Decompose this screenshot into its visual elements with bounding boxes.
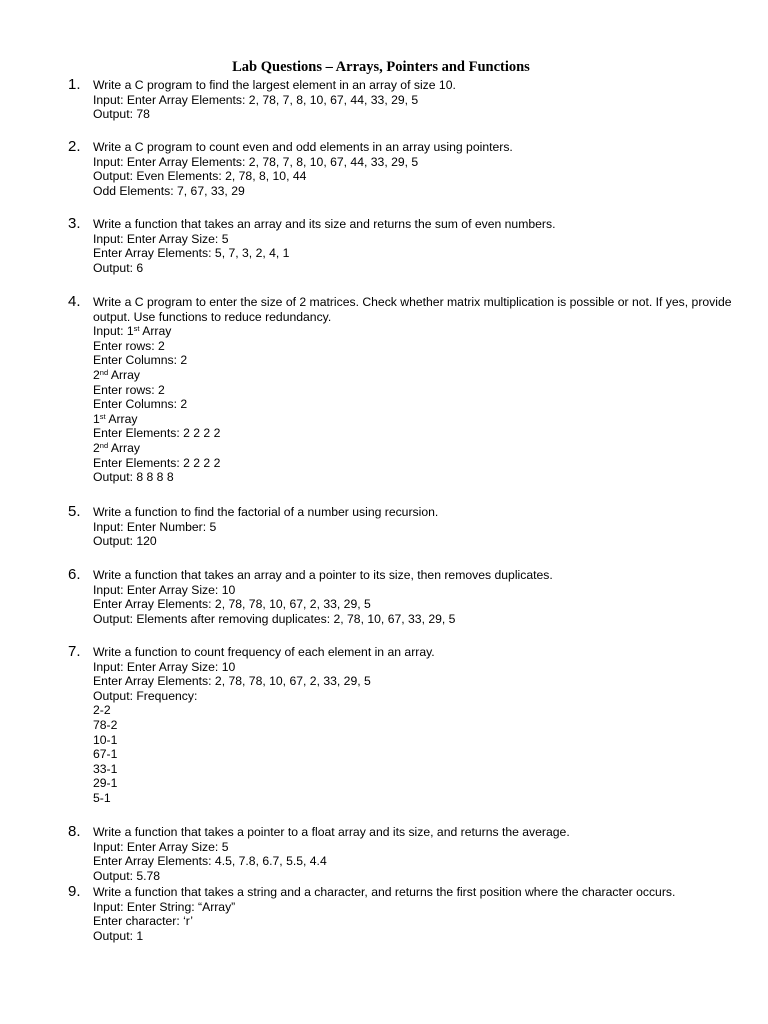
question-statement: Write a function to find the factorial of a number using recursion. [93, 505, 439, 519]
question-statement: Write a C program to count even and odd elements in an array using pointers. [93, 140, 513, 154]
first-array-heading: Input: 1st Array [93, 324, 172, 339]
frequency-line: 67-1 [93, 747, 118, 762]
question-input-line: Enter Array Elements: 4.5, 7.8, 6.7, 5.5, 4.4 [93, 854, 327, 869]
question-input: Input: Enter Array Size: 5 [93, 839, 229, 854]
question-input-line: Enter Array Elements: 2, 78, 78, 10, 67, 2, 33, 29, 5 [93, 597, 371, 612]
frequency-line: 2-2 [93, 703, 111, 718]
question-number: 7. [68, 643, 81, 660]
frequency-line: 10-1 [93, 732, 118, 747]
question-number: 3. [68, 215, 81, 232]
question-output: Output: Elements after removing duplicates: 2, 78, 10, 67, 33, 29, 5 [93, 611, 456, 626]
second-rows-line: Enter rows: 2 [93, 382, 165, 397]
question-statement: Write a C program to find the largest element in an array of size 10. [93, 78, 456, 92]
question-number: 5. [68, 503, 81, 520]
second-array-label: 2nd Array [93, 440, 140, 455]
question-input: Input: Enter Array Size: 10 [93, 582, 236, 597]
question-output: Output: 78 [93, 107, 150, 122]
question-6 [68, 568, 748, 626]
question-5 [68, 505, 748, 549]
question-input: Input: Enter Number: 5 [93, 519, 217, 534]
question-2 [68, 140, 748, 198]
question-output: Output: 6 [93, 260, 144, 275]
question-number: 9. [68, 883, 81, 900]
question-number: 2. [68, 138, 81, 155]
question-output: Output: Frequency: [93, 688, 198, 703]
question-number: 8. [68, 823, 81, 840]
page-title: Lab Questions – Arrays, Pointers and Functions [232, 59, 530, 75]
question-7 [68, 645, 748, 806]
first-columns-line: Enter Columns: 2 [93, 353, 188, 368]
question-input: Input: Enter Array Size: 10 [93, 659, 236, 674]
question-output: Output: 120 [93, 534, 157, 549]
question-output-line: Odd Elements: 7, 67, 33, 29 [93, 183, 245, 198]
question-8 [68, 825, 748, 883]
question-input: Input: Enter Array Size: 5 [93, 231, 229, 246]
question-3 [68, 217, 748, 275]
question-output: Output: Even Elements: 2, 78, 8, 10, 44 [93, 169, 307, 184]
question-input-line: Enter Array Elements: 5, 7, 3, 2, 4, 1 [93, 246, 290, 261]
question-statement: Write a function that takes a string and a character, and returns the first position where the character occurs. [93, 885, 676, 899]
frequency-line: 5-1 [93, 790, 111, 805]
question-1 [68, 78, 748, 122]
second-elements-line: Enter Elements: 2 2 2 2 [93, 455, 221, 470]
question-9 [68, 885, 748, 943]
question-statement: Write a function that takes an array and its size and returns the sum of even numbers. [93, 217, 556, 231]
second-array-heading: 2nd Array [93, 367, 140, 382]
question-input: Input: Enter String: “Array” [93, 899, 236, 914]
question-number: 1. [68, 76, 81, 93]
question-input-line: Enter character: ‘r’ [93, 914, 194, 929]
first-rows-line: Enter rows: 2 [93, 338, 165, 353]
second-columns-line: Enter Columns: 2 [93, 397, 188, 412]
question-statement: Write a C program to enter the size of 2 matrices. Check whether matrix multiplication is possible or not. If yes, provide output. Use functions to reduce redundancy. [93, 295, 732, 324]
question-output: Output: 1 [93, 928, 144, 943]
question-input-line: Enter Array Elements: 2, 78, 78, 10, 67, 2, 33, 29, 5 [93, 674, 371, 689]
question-number: 6. [68, 566, 81, 583]
question-4 [68, 295, 748, 485]
question-output: Output: 5.78 [93, 868, 161, 883]
question-number: 4. [68, 293, 81, 310]
question-input: Input: Enter Array Elements: 2, 78, 7, 8, 10, 67, 44, 33, 29, 5 [93, 154, 419, 169]
question-input: Input: Enter Array Elements: 2, 78, 7, 8, 10, 67, 44, 33, 29, 5 [93, 92, 419, 107]
question-output: Output: 8 8 8 8 [93, 470, 174, 485]
frequency-line: 78-2 [93, 717, 118, 732]
question-statement: Write a function that takes an array and a pointer to its size, then removes duplicates. [93, 568, 553, 582]
first-elements-line: Enter Elements: 2 2 2 2 [93, 426, 221, 441]
frequency-line: 29-1 [93, 776, 118, 791]
frequency-line: 33-1 [93, 761, 118, 776]
first-array-label: 1st Array [93, 411, 138, 426]
question-statement: Write a function that takes a pointer to a float array and its size, and returns the average. [93, 825, 570, 839]
question-statement: Write a function to count frequency of each element in an array. [93, 645, 435, 659]
